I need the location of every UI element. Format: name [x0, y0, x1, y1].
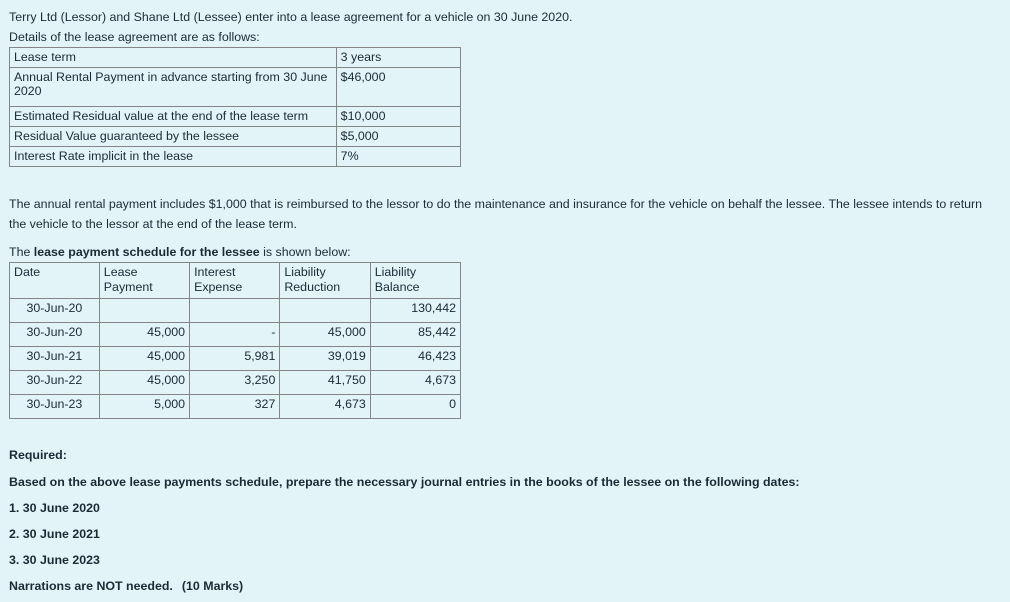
details-value: 7%	[336, 147, 460, 167]
cell-liability-balance: 0	[370, 395, 460, 419]
cell-liability-balance: 85,442	[370, 323, 460, 347]
required-item-1: 1. 30 June 2020	[9, 500, 100, 515]
cell-interest-expense: 5,981	[190, 347, 280, 371]
narrations-note	[9, 576, 1001, 596]
cell-liability-balance: 46,423	[370, 347, 460, 371]
table-row	[10, 299, 461, 323]
column-header-liability-balance: Liability Balance	[370, 263, 460, 299]
marks-text: (10 Marks)	[181, 578, 244, 593]
cell-liability-reduction: 45,000	[280, 323, 370, 347]
schedule-lead-prefix: The	[9, 245, 34, 260]
cell-date: 30-Jun-20	[10, 299, 100, 323]
details-value: 3 years	[336, 48, 460, 68]
cell-liability-reduction: 4,673	[280, 395, 370, 419]
column-header-interest-expense: Interest Expense	[190, 263, 280, 299]
intro-line-2: Details of the lease agreement are as follows:	[9, 30, 260, 45]
details-label: Annual Rental Payment in advance starting from 30 June 2020	[10, 68, 337, 107]
table-row	[10, 68, 461, 107]
cell-date: 30-Jun-20	[10, 323, 100, 347]
schedule-lead-bold: lease payment schedule for the lessee	[33, 245, 260, 260]
cell-lease-payment	[99, 299, 189, 323]
table-row	[10, 323, 461, 347]
column-header-date: Date	[10, 263, 100, 299]
details-value: $5,000	[336, 127, 460, 147]
required-item-2: 2. 30 June 2021	[9, 526, 100, 541]
details-value: $10,000	[336, 107, 460, 127]
cell-lease-payment: 5,000	[99, 395, 189, 419]
cell-interest-expense	[190, 299, 280, 323]
table-row	[10, 347, 461, 371]
cell-liability-balance: 130,442	[370, 299, 460, 323]
spacer	[9, 167, 1001, 194]
column-header-lease-payment: Lease Payment	[99, 263, 189, 299]
cell-date: 30-Jun-23	[10, 395, 100, 419]
cell-liability-reduction	[280, 299, 370, 323]
details-value: $46,000	[336, 68, 460, 107]
cell-liability-reduction: 41,750	[280, 371, 370, 395]
spacer	[9, 419, 1001, 445]
table-header-row	[10, 263, 461, 299]
table-row	[10, 371, 461, 395]
cell-lease-payment: 45,000	[99, 323, 189, 347]
cell-lease-payment: 45,000	[99, 371, 189, 395]
reimbursement-note: The annual rental payment includes $1,000 that is reimbursed to the lessor to do the maintenance and insurance for the vehicle on behalf the lessee. The lessee intends to return the vehicle to the lessor at the end of the lease term.	[9, 197, 983, 232]
narrations-text: Narrations are NOT needed.	[9, 578, 173, 593]
table-row	[10, 107, 461, 127]
schedule-lead-suffix: is shown below:	[259, 245, 351, 260]
required-item-3: 3. 30 June 2023	[9, 552, 100, 567]
details-label: Interest Rate implicit in the lease	[10, 147, 337, 167]
details-label: Lease term	[10, 48, 337, 68]
details-table-body	[10, 48, 461, 167]
details-label: Residual Value guaranteed by the lessee	[10, 127, 337, 147]
lease-agreement-details-table	[9, 47, 461, 167]
table-row	[10, 127, 461, 147]
required-instruction: Based on the above lease payments schedule, prepare the necessary journal entries in the books of the lessee on the following dates:	[9, 474, 800, 489]
cell-lease-payment: 45,000	[99, 347, 189, 371]
details-label: Estimated Residual value at the end of the lease term	[10, 107, 337, 127]
cell-interest-expense: 327	[190, 395, 280, 419]
schedule-table-head	[10, 263, 461, 299]
required-section	[9, 445, 1001, 596]
table-row	[10, 147, 461, 167]
schedule-lead-line	[9, 242, 1001, 262]
cell-date: 30-Jun-21	[10, 347, 100, 371]
cell-date: 30-Jun-22	[10, 371, 100, 395]
cell-liability-reduction: 39,019	[280, 347, 370, 371]
cell-interest-expense: 3,250	[190, 371, 280, 395]
intro-line-1: Terry Ltd (Lessor) and Shane Ltd (Lessee) enter into a lease agreement for a vehicle on 30 June 2020.	[9, 10, 573, 24]
schedule-table-body	[10, 299, 461, 419]
lease-payment-schedule-table	[9, 262, 461, 419]
cell-liability-balance: 4,673	[370, 371, 460, 395]
table-row	[10, 48, 461, 68]
required-heading: Required:	[9, 448, 67, 463]
table-row	[10, 395, 461, 419]
column-header-liability-reduction: Liability Reduction	[280, 263, 370, 299]
cell-interest-expense: -	[190, 323, 280, 347]
